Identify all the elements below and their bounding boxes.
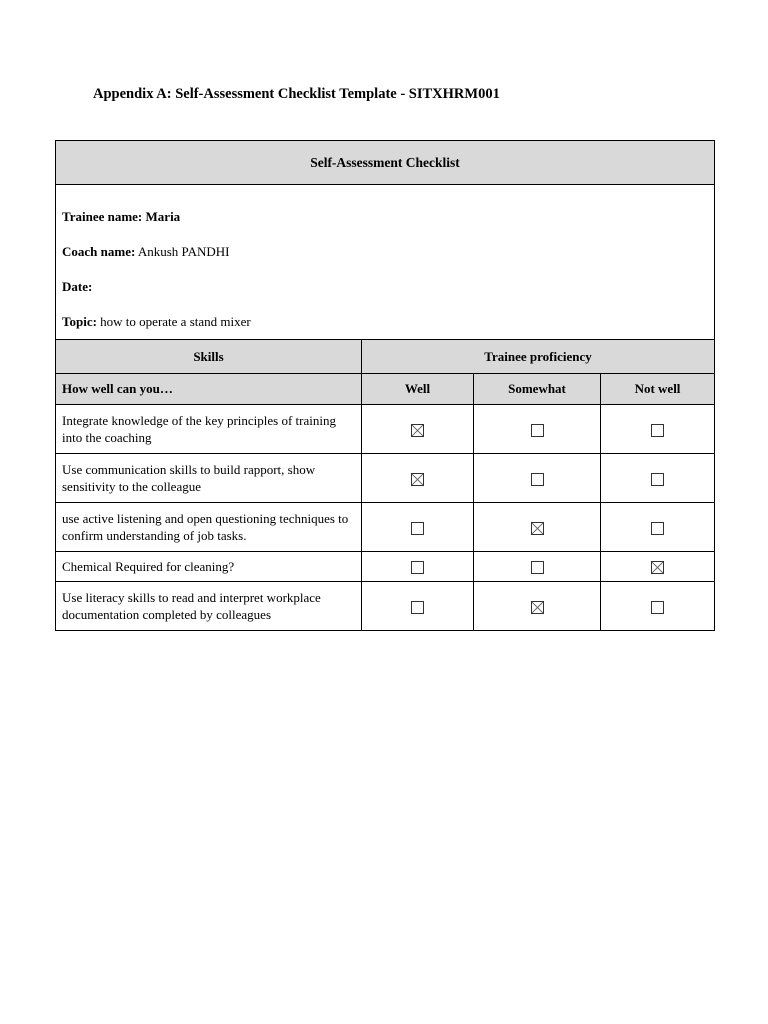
trainee-name-value: Maria [145, 209, 181, 224]
checkbox-well[interactable] [411, 561, 424, 574]
table-row [56, 552, 715, 582]
coach-name-line [62, 234, 714, 269]
skill-text: Use communication skills to build rapport, show sensitivity to the colleague [56, 454, 362, 503]
topic-line [62, 304, 714, 339]
skill-text: Chemical Required for cleaning? [56, 552, 362, 582]
checkbox-somewhat[interactable] [531, 561, 544, 574]
checkbox-not-well[interactable] [651, 601, 664, 614]
checkbox-x-mark-icon [652, 562, 663, 573]
checkbox-not-well[interactable] [651, 473, 664, 486]
checkbox-x-mark-icon [532, 523, 543, 534]
table-row [56, 582, 715, 631]
table-row [56, 454, 715, 503]
checkbox-not-well[interactable] [651, 522, 664, 535]
checkbox-somewhat[interactable] [531, 601, 544, 614]
skill-text: Integrate knowledge of the key principles of training into the coaching [56, 405, 362, 454]
document-heading: Appendix A: Self-Assessment Checklist Template - SITXHRM001 [93, 86, 500, 102]
coach-name-value: Ankush PANDHI [137, 244, 230, 259]
date-label: Date: [62, 279, 93, 294]
level-header-well: Well [362, 374, 474, 405]
coach-name-label: Coach name: [62, 244, 136, 259]
level-header-not-well: Not well [601, 374, 715, 405]
skill-text: use active listening and open questioning techniques to confirm understanding of job tasks. [56, 503, 362, 552]
checkbox-not-well[interactable] [651, 424, 664, 437]
checkbox-x-mark-icon [532, 602, 543, 613]
topic-label: Topic: [62, 314, 97, 329]
proficiency-header: Trainee proficiency [362, 340, 715, 374]
level-header-somewhat: Somewhat [474, 374, 601, 405]
date-line [62, 269, 714, 304]
checkbox-x-mark-icon [412, 425, 423, 436]
checkbox-somewhat[interactable] [531, 424, 544, 437]
checkbox-not-well[interactable] [651, 561, 664, 574]
table-row [56, 405, 715, 454]
trainee-name-label: Trainee name: [62, 209, 143, 224]
skill-text: Use literacy skills to read and interpret workplace documentation completed by colleagues [56, 582, 362, 631]
question-header: How well can you… [56, 374, 362, 405]
checkbox-somewhat[interactable] [531, 522, 544, 535]
skills-header: Skills [56, 340, 362, 374]
table-row [56, 503, 715, 552]
checkbox-well[interactable] [411, 601, 424, 614]
trainee-info-cell [56, 185, 715, 340]
topic-value: how to operate a stand mixer [100, 314, 251, 329]
checkbox-x-mark-icon [412, 474, 423, 485]
checkbox-well[interactable] [411, 522, 424, 535]
checkbox-well[interactable] [411, 473, 424, 486]
table-title: Self-Assessment Checklist [56, 141, 715, 185]
self-assessment-table [55, 140, 715, 631]
checkbox-well[interactable] [411, 424, 424, 437]
trainee-name-line [62, 199, 714, 234]
checkbox-somewhat[interactable] [531, 473, 544, 486]
